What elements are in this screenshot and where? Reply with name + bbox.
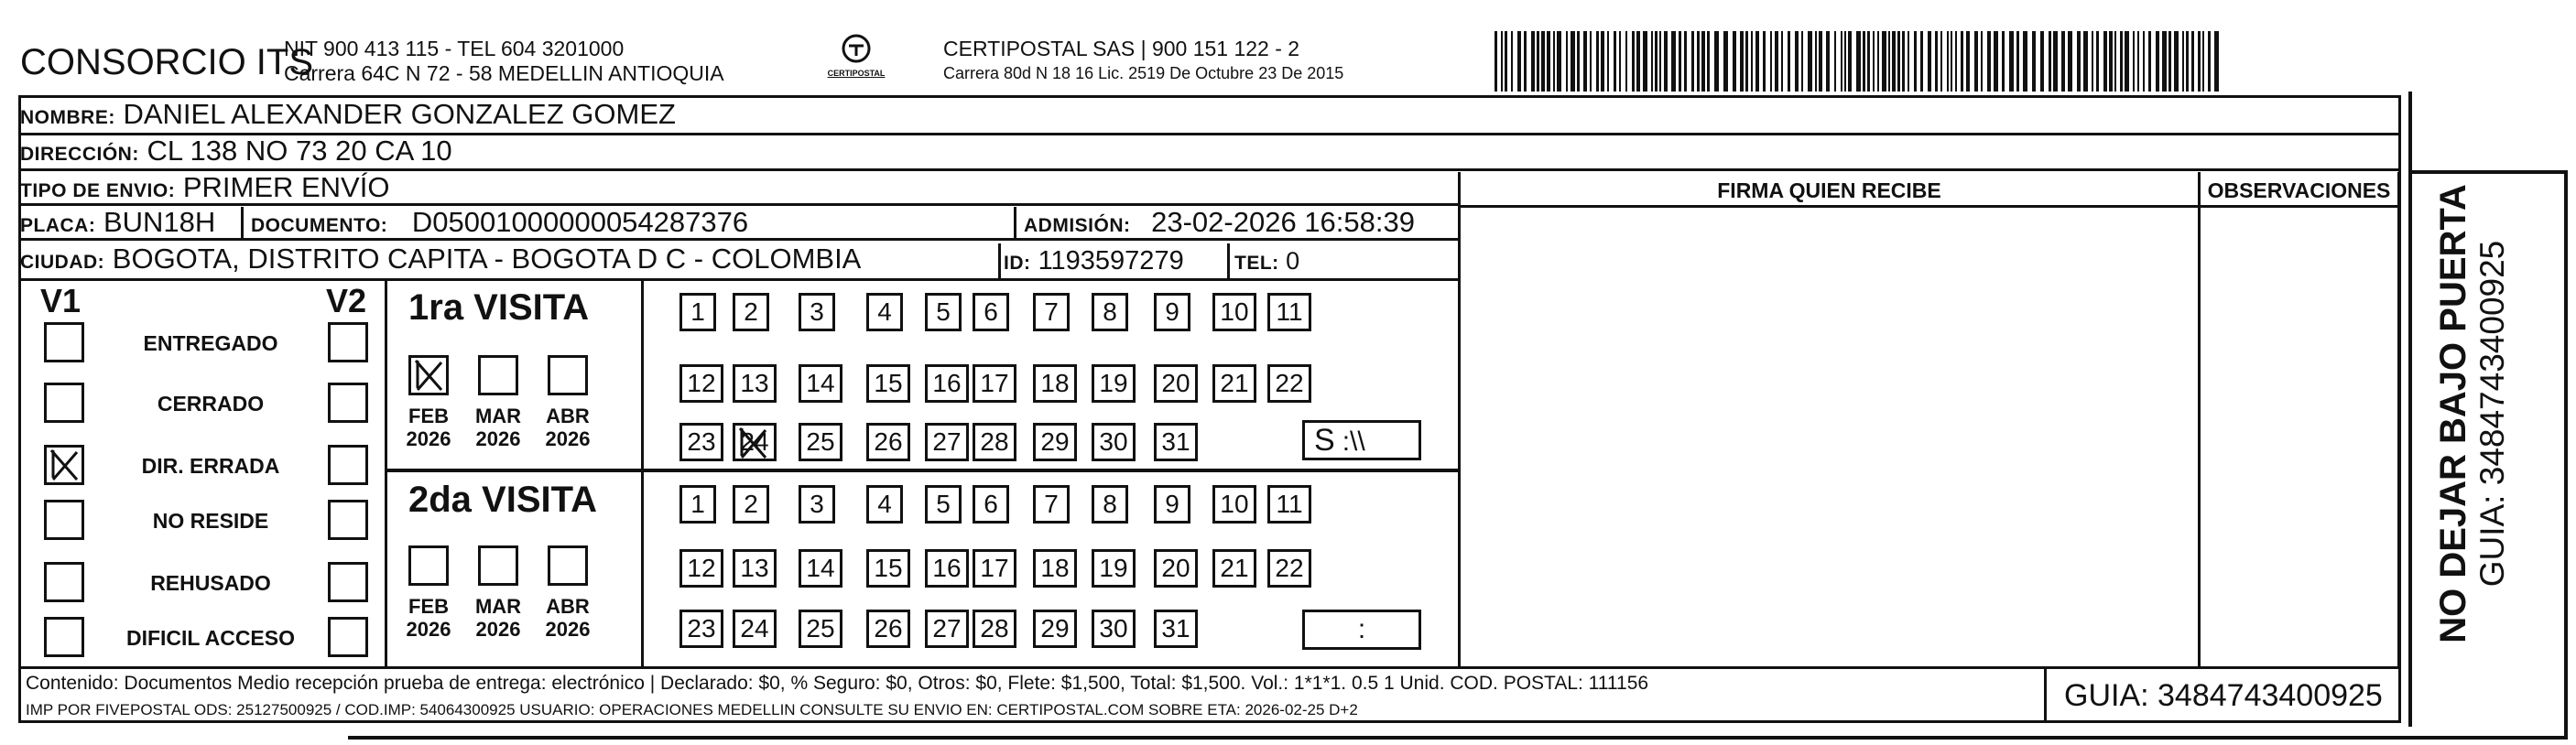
day-box[interactable]: 8 [1092, 293, 1128, 331]
barcode-bar [2040, 31, 2044, 92]
month-label [471, 595, 526, 641]
day-box[interactable]: 21 [1212, 549, 1256, 588]
ciudad-label: CIUDAD: [20, 252, 105, 273]
barcode-bar [1863, 31, 1865, 92]
footer-print-info: IMP POR FIVEPOSTAL ODS: 25127500925 / COD.IMP: 54064300925 USUARIO: OPERACIONES MEDELLIN CONSULTE SU ENVIO EN: CERTIPOSTAL.COM SOBRE ETA: 2026-02-25 D+2 [26, 701, 1358, 718]
month-year: 2026 [406, 427, 451, 450]
barcode-bar [2092, 31, 2093, 92]
observaciones-right-border [2397, 172, 2400, 666]
barcode-bar [1659, 31, 1661, 92]
month-checkbox[interactable] [408, 545, 449, 586]
placa-value: BUN18H [103, 206, 216, 238]
barcode-bar [1902, 31, 1905, 92]
status-top-border [20, 278, 1458, 281]
day-box[interactable]: 13 [733, 364, 777, 403]
day-box[interactable]: 11 [1267, 293, 1311, 331]
day-box[interactable]: 28 [973, 423, 1016, 461]
day-box[interactable]: 8 [1092, 485, 1128, 524]
day-number: 24 [740, 427, 769, 456]
day-box[interactable]: 11 [1267, 485, 1311, 524]
barcode-bar [1882, 31, 1886, 92]
status-label: REHUSADO [150, 571, 271, 595]
first-visit-time-hour: S [1314, 423, 1335, 458]
barcode-bar [2202, 31, 2204, 92]
month-checkbox[interactable] [548, 545, 588, 586]
barcode-bar [1531, 31, 1535, 92]
barcode-bar [1655, 31, 1658, 92]
handwritten-x-icon [410, 357, 447, 394]
id-divider [998, 243, 1001, 278]
barcode-bar [1714, 31, 1719, 92]
nombre-label: NOMBRE: [20, 107, 115, 128]
status-v2-checkbox[interactable] [328, 500, 368, 540]
handwritten-x-icon [46, 447, 82, 483]
day-box[interactable]: 19 [1092, 549, 1136, 588]
barcode-bar [1671, 31, 1676, 92]
day-box[interactable]: 12 [679, 549, 723, 588]
barcode-bar [1844, 31, 1846, 92]
barcode-bar [1557, 31, 1561, 92]
barcode-bar [2077, 31, 2081, 92]
day-box[interactable]: 26 [866, 610, 910, 648]
barcode-bar [1955, 31, 1957, 92]
barcode-bar [2174, 31, 2179, 92]
barcode-bar [1914, 31, 1917, 92]
barcode-bar [1947, 31, 1949, 92]
barcode-bar [1707, 31, 1710, 92]
footer-divider [2044, 669, 2047, 721]
month-year: 2026 [475, 427, 521, 450]
barcode-bar [1619, 31, 1621, 92]
status-label: DIR. ERRADA [141, 454, 280, 478]
barcode-bar [1495, 31, 1497, 92]
barcode-bar [2125, 31, 2129, 92]
logo-caption: CERTIPOSTAL [827, 69, 886, 78]
status-v1-checkbox[interactable] [44, 322, 84, 362]
firma-header: FIRMA QUIEN RECIBE [1461, 172, 2198, 208]
barcode-bar [1733, 31, 1736, 92]
status-v2-checkbox[interactable] [328, 562, 368, 602]
certipostal-logo [824, 33, 888, 78]
barcode-bar [1788, 31, 1790, 92]
barcode-bar [2162, 31, 2167, 92]
barcode-bar [1940, 31, 1942, 92]
barcode-bar [1691, 31, 1694, 92]
day-box[interactable]: 15 [866, 549, 910, 588]
day-box[interactable]: 18 [1033, 364, 1077, 403]
barcode-bar [2032, 31, 2036, 92]
day-box[interactable]: 2 [733, 485, 769, 524]
status-v2-checkbox[interactable] [328, 322, 368, 362]
status-v1-checkbox[interactable] [44, 445, 84, 485]
barcode-bar [1815, 31, 1817, 92]
barcode-bar [1701, 31, 1705, 92]
visit-separator [387, 469, 1458, 472]
status-label: DIFICIL ACCESO [125, 626, 295, 650]
day-box[interactable]: 5 [925, 293, 962, 331]
day-box[interactable] [733, 423, 777, 461]
barcode-bar [1867, 31, 1870, 92]
barcode-bar [1781, 31, 1783, 92]
certipostal-logo-icon [841, 33, 872, 64]
tel-label: TEL: [1234, 253, 1279, 274]
barcode-bar [1770, 31, 1772, 92]
day-box[interactable]: 20 [1154, 549, 1198, 588]
month-label [540, 595, 595, 641]
barcode-bar [2114, 31, 2116, 92]
first-visit-time-value: :\\ [1342, 426, 1365, 457]
month-year: 2026 [475, 618, 521, 641]
day-box[interactable]: 19 [1092, 364, 1136, 403]
side-guia: GUIA: 3484743400925 [2473, 240, 2511, 588]
barcode-bar [1873, 31, 1875, 92]
barcode-bar [2148, 31, 2151, 92]
barcode-bar [1697, 31, 1700, 92]
day-box[interactable]: 30 [1092, 423, 1136, 461]
barcode-bar [1856, 31, 1861, 92]
month-name: ABR [546, 405, 590, 427]
company-name: CONSORCIO ITS [20, 42, 314, 82]
barcode-bar [1577, 31, 1580, 92]
id-field [1004, 245, 1184, 279]
barcode-bar [1547, 31, 1550, 92]
day-box[interactable]: 24 [733, 610, 777, 648]
day-box[interactable]: 10 [1212, 293, 1256, 331]
barcode-bar [1808, 31, 1812, 92]
month-label [401, 405, 456, 450]
barcode-bar [2083, 31, 2088, 92]
barcode-bar [2198, 31, 2201, 92]
month-year: 2026 [545, 618, 591, 641]
signature-area[interactable] [1461, 208, 2198, 665]
day-box[interactable]: 14 [799, 364, 842, 403]
month-checkbox[interactable] [478, 355, 518, 395]
day-box[interactable]: 25 [799, 610, 842, 648]
documento-label: DOCUMENTO: [251, 215, 388, 236]
barcode-bar [1505, 31, 1507, 92]
ciudad-value: BOGOTA, DISTRITO CAPITA - BOGOTA D C - COLOMBIA [112, 243, 862, 275]
barcode-bar [2156, 31, 2159, 92]
tipo-row [20, 172, 1458, 206]
documento-field [251, 207, 748, 242]
status-label: CERRADO [157, 392, 265, 416]
frame-shadow-right [2408, 92, 2412, 727]
month-checkbox[interactable] [408, 355, 449, 395]
admision-field [1024, 207, 1415, 242]
barcode-bar [1643, 31, 1647, 92]
status-v2-checkbox[interactable] [328, 383, 368, 423]
barcode-bar [1740, 31, 1744, 92]
barcode-bar [1951, 31, 1952, 92]
tipo-value: PRIMER ENVÍO [182, 171, 390, 203]
id-value: 1193597279 [1038, 246, 1184, 275]
tel-field [1234, 245, 1299, 279]
day-box[interactable]: 23 [679, 610, 723, 648]
day-box[interactable]: 1 [679, 293, 716, 331]
v1-label: V1 [40, 282, 82, 319]
barcode-bar [1566, 31, 1568, 92]
day-box[interactable]: 6 [973, 293, 1009, 331]
second-visit-time[interactable]: : [1302, 610, 1421, 650]
barcode-bar [2120, 31, 2123, 92]
barcode-bar [2137, 31, 2139, 92]
day-box[interactable]: 10 [1212, 485, 1256, 524]
admision-value: 23-02-2026 16:58:39 [1151, 206, 1415, 238]
barcode-bar [2096, 31, 2099, 92]
barcode-bar [1892, 31, 1896, 92]
barcode-bar [1607, 31, 1609, 92]
barcode-bar [2143, 31, 2145, 92]
frame-top-right-line [2412, 170, 2568, 174]
day-box[interactable]: 31 [1154, 610, 1198, 648]
month-checkbox[interactable] [478, 545, 518, 586]
barcode-bar [2068, 31, 2072, 92]
nombre-value: DANIEL ALEXANDER GONZALEZ GOMEZ [123, 98, 676, 130]
documento-value: D05001000000054287376 [411, 206, 749, 238]
barcode-bar [1826, 31, 1830, 92]
placa-label: PLACA: [20, 215, 96, 236]
day-box[interactable]: 14 [799, 549, 842, 588]
status-v2-checkbox[interactable] [328, 445, 368, 485]
observaciones-header: OBSERVACIONES [2201, 172, 2397, 208]
day-box[interactable]: 28 [973, 610, 1016, 648]
month-name: MAR [474, 405, 522, 427]
day-box[interactable]: 16 [925, 549, 969, 588]
status-v1-checkbox[interactable] [44, 617, 84, 657]
barcode-bar [1920, 31, 1923, 92]
day-box[interactable]: 15 [866, 364, 910, 403]
day-box[interactable]: 23 [679, 423, 723, 461]
side-warning: NO DEJAR BAJO PUERTA [2433, 184, 2473, 643]
day-box[interactable]: 4 [866, 293, 903, 331]
barcode-bar [2049, 31, 2051, 92]
direccion-row [20, 135, 2399, 171]
visit-divider [641, 281, 644, 666]
month-name: MAR [474, 595, 522, 618]
barcode-bar [1745, 31, 1748, 92]
barcode-bar [2182, 31, 2184, 92]
barcode-bar [2186, 31, 2189, 92]
status-v1-checkbox[interactable] [44, 562, 84, 602]
month-name: FEB [408, 595, 449, 618]
frame-bottom-edge [348, 736, 2568, 740]
barcode-bar [1517, 31, 1521, 92]
barcode-bar [1625, 31, 1627, 92]
footer-contents: Contenido: Documentos Medio recepción prueba de entrega: electrónico | Declarado: $0, % Seguro: $0, Otros: $0, Flete: $1,500, Total: $1,500. Vol.: 1*1*1. 0.5 1 Unid. COD. POSTAL: 111156 [26, 673, 1649, 694]
barcode-bar [2053, 31, 2058, 92]
barcode-bar [1751, 31, 1753, 92]
month-name: FEB [408, 405, 449, 427]
barcode-bar [2109, 31, 2113, 92]
tipo-label: TIPO DE ENVIO: [20, 180, 176, 201]
observaciones-area[interactable] [2201, 208, 2397, 665]
day-box[interactable]: 2 [733, 293, 769, 331]
barcode-bar [2009, 31, 2014, 92]
barcode-bar [2002, 31, 2005, 92]
barcode-bar [1928, 31, 1931, 92]
month-year: 2026 [406, 618, 451, 641]
month-label [471, 405, 526, 450]
barcode-bar [1664, 31, 1668, 92]
nombre-row [20, 99, 2399, 135]
barcode-bar [1590, 31, 1592, 92]
id-label: ID: [1004, 253, 1031, 274]
barcode-bar [1994, 31, 1998, 92]
admision-label: ADMISIÓN: [1024, 215, 1131, 236]
barcode-bar [1848, 31, 1852, 92]
barcode-bar [2016, 31, 2019, 92]
day-box[interactable]: 3 [799, 293, 835, 331]
barcode-bar [1583, 31, 1587, 92]
day-box[interactable]: 31 [1154, 423, 1198, 461]
carrier-address-line: Carrera 80d N 18 16 Lic. 2519 De Octubre 23 De 2015 [943, 64, 1344, 82]
carrier-info [943, 37, 1343, 86]
footer-guia: GUIA: 3484743400925 [2064, 678, 2383, 713]
day-box[interactable]: 27 [925, 610, 969, 648]
month-label [540, 405, 595, 450]
barcode-bar [1834, 31, 1836, 92]
day-box[interactable]: 17 [973, 364, 1016, 403]
barcode-bar [1775, 31, 1778, 92]
tel-divider [1227, 243, 1230, 278]
barcode-bar [2023, 31, 2027, 92]
day-box[interactable]: 22 [1267, 364, 1311, 403]
day-box[interactable]: 18 [1033, 549, 1077, 588]
day-box[interactable]: 21 [1212, 364, 1256, 403]
day-box[interactable]: 7 [1033, 485, 1070, 524]
barcode-bar [1961, 31, 1963, 92]
barcode-bar [2061, 31, 2065, 92]
barcode-bar [1636, 31, 1640, 92]
barcode-bar [1723, 31, 1728, 92]
admision-divider [1014, 207, 1016, 241]
month-year: 2026 [545, 427, 591, 450]
barcode-bar [1679, 31, 1681, 92]
barcode-bar [1897, 31, 1900, 92]
day-box[interactable]: 17 [973, 549, 1016, 588]
status-label: ENTREGADO [143, 331, 278, 355]
barcode-bar [1501, 31, 1503, 92]
barcode-bar [1819, 31, 1822, 92]
barcode-bar [1888, 31, 1890, 92]
day-box[interactable]: 27 [925, 423, 969, 461]
barcode-bar [1537, 31, 1539, 92]
barcode-bar [1755, 31, 1759, 92]
day-box[interactable]: 12 [679, 364, 723, 403]
day-box[interactable]: 5 [925, 485, 962, 524]
direccion-label: DIRECCIÓN: [20, 144, 139, 165]
day-box[interactable]: 25 [799, 423, 842, 461]
day-box[interactable]: 7 [1033, 293, 1070, 331]
barcode-bar [1974, 31, 1978, 92]
barcode-bar [1801, 31, 1803, 92]
month-label [401, 595, 456, 641]
placa-divider [241, 207, 244, 241]
day-box[interactable]: 1 [679, 485, 716, 524]
day-box[interactable]: 16 [925, 364, 969, 403]
status-divider [385, 281, 387, 666]
direccion-value: CL 138 NO 73 20 CA 10 [147, 135, 452, 167]
barcode-bar [2191, 31, 2194, 92]
barcode-bar [1632, 31, 1635, 92]
barcode-bar [2168, 31, 2171, 92]
barcode-bar [1981, 31, 1983, 92]
second-visit-title: 2da VISITA [408, 480, 597, 520]
barcode-bar [1966, 31, 1970, 92]
side-panel [2433, 184, 2512, 643]
barcode-bar [1614, 31, 1616, 92]
day-box[interactable]: 13 [733, 549, 777, 588]
barcode-bar [1541, 31, 1545, 92]
day-box[interactable]: 4 [866, 485, 903, 524]
barcode-bar [1841, 31, 1842, 92]
company-address-line: Carrera 64C N 72 - 58 MEDELLIN ANTIOQUIA [284, 61, 724, 85]
day-box[interactable]: 29 [1033, 423, 1077, 461]
footer-top-border [20, 666, 2399, 669]
day-box[interactable]: 26 [866, 423, 910, 461]
tel-value: 0 [1286, 247, 1300, 275]
barcode [1495, 31, 2227, 92]
barcode-bar [1795, 31, 1799, 92]
barcode-bar [1553, 31, 1555, 92]
frame-right-edge [2564, 170, 2568, 738]
status-v1-checkbox[interactable] [44, 500, 84, 540]
status-v2-checkbox[interactable] [328, 617, 368, 657]
day-box[interactable]: 20 [1154, 364, 1198, 403]
first-visit-title: 1ra VISITA [408, 287, 590, 328]
month-checkbox[interactable] [548, 355, 588, 395]
day-box[interactable]: 9 [1154, 485, 1190, 524]
barcode-bar [1763, 31, 1766, 92]
day-box[interactable]: 29 [1033, 610, 1077, 648]
barcode-bar [2133, 31, 2135, 92]
status-v1-checkbox[interactable] [44, 383, 84, 423]
barcode-bar [1987, 31, 1991, 92]
barcode-bar [2208, 31, 2211, 92]
barcode-bar [1651, 31, 1653, 92]
day-box[interactable]: 30 [1092, 610, 1136, 648]
barcode-bar [2103, 31, 2107, 92]
v2-label: V2 [326, 282, 367, 319]
barcode-bar [1877, 31, 1879, 92]
company-info [284, 37, 724, 86]
barcode-bar [1596, 31, 1599, 92]
barcode-bar [1684, 31, 1687, 92]
barcode-bar [2214, 31, 2219, 92]
barcode-bar [1571, 31, 1575, 92]
month-name: ABR [546, 595, 590, 618]
day-box[interactable]: 22 [1267, 549, 1311, 588]
status-label: NO RESIDE [152, 509, 269, 533]
day-box[interactable]: 6 [973, 485, 1009, 524]
carrier-name-line: CERTIPOSTAL SAS | 900 151 122 - 2 [943, 37, 1300, 60]
first-visit-time[interactable] [1302, 420, 1421, 460]
barcode-bar [1511, 31, 1513, 92]
barcode-bar [1935, 31, 1938, 92]
day-box[interactable]: 9 [1154, 293, 1190, 331]
company-nit-line: NIT 900 413 115 - TEL 604 3201000 [284, 37, 625, 60]
barcode-bar [1908, 31, 1909, 92]
barcode-bar [1524, 31, 1527, 92]
day-box[interactable]: 3 [799, 485, 835, 524]
barcode-bar [1601, 31, 1604, 92]
